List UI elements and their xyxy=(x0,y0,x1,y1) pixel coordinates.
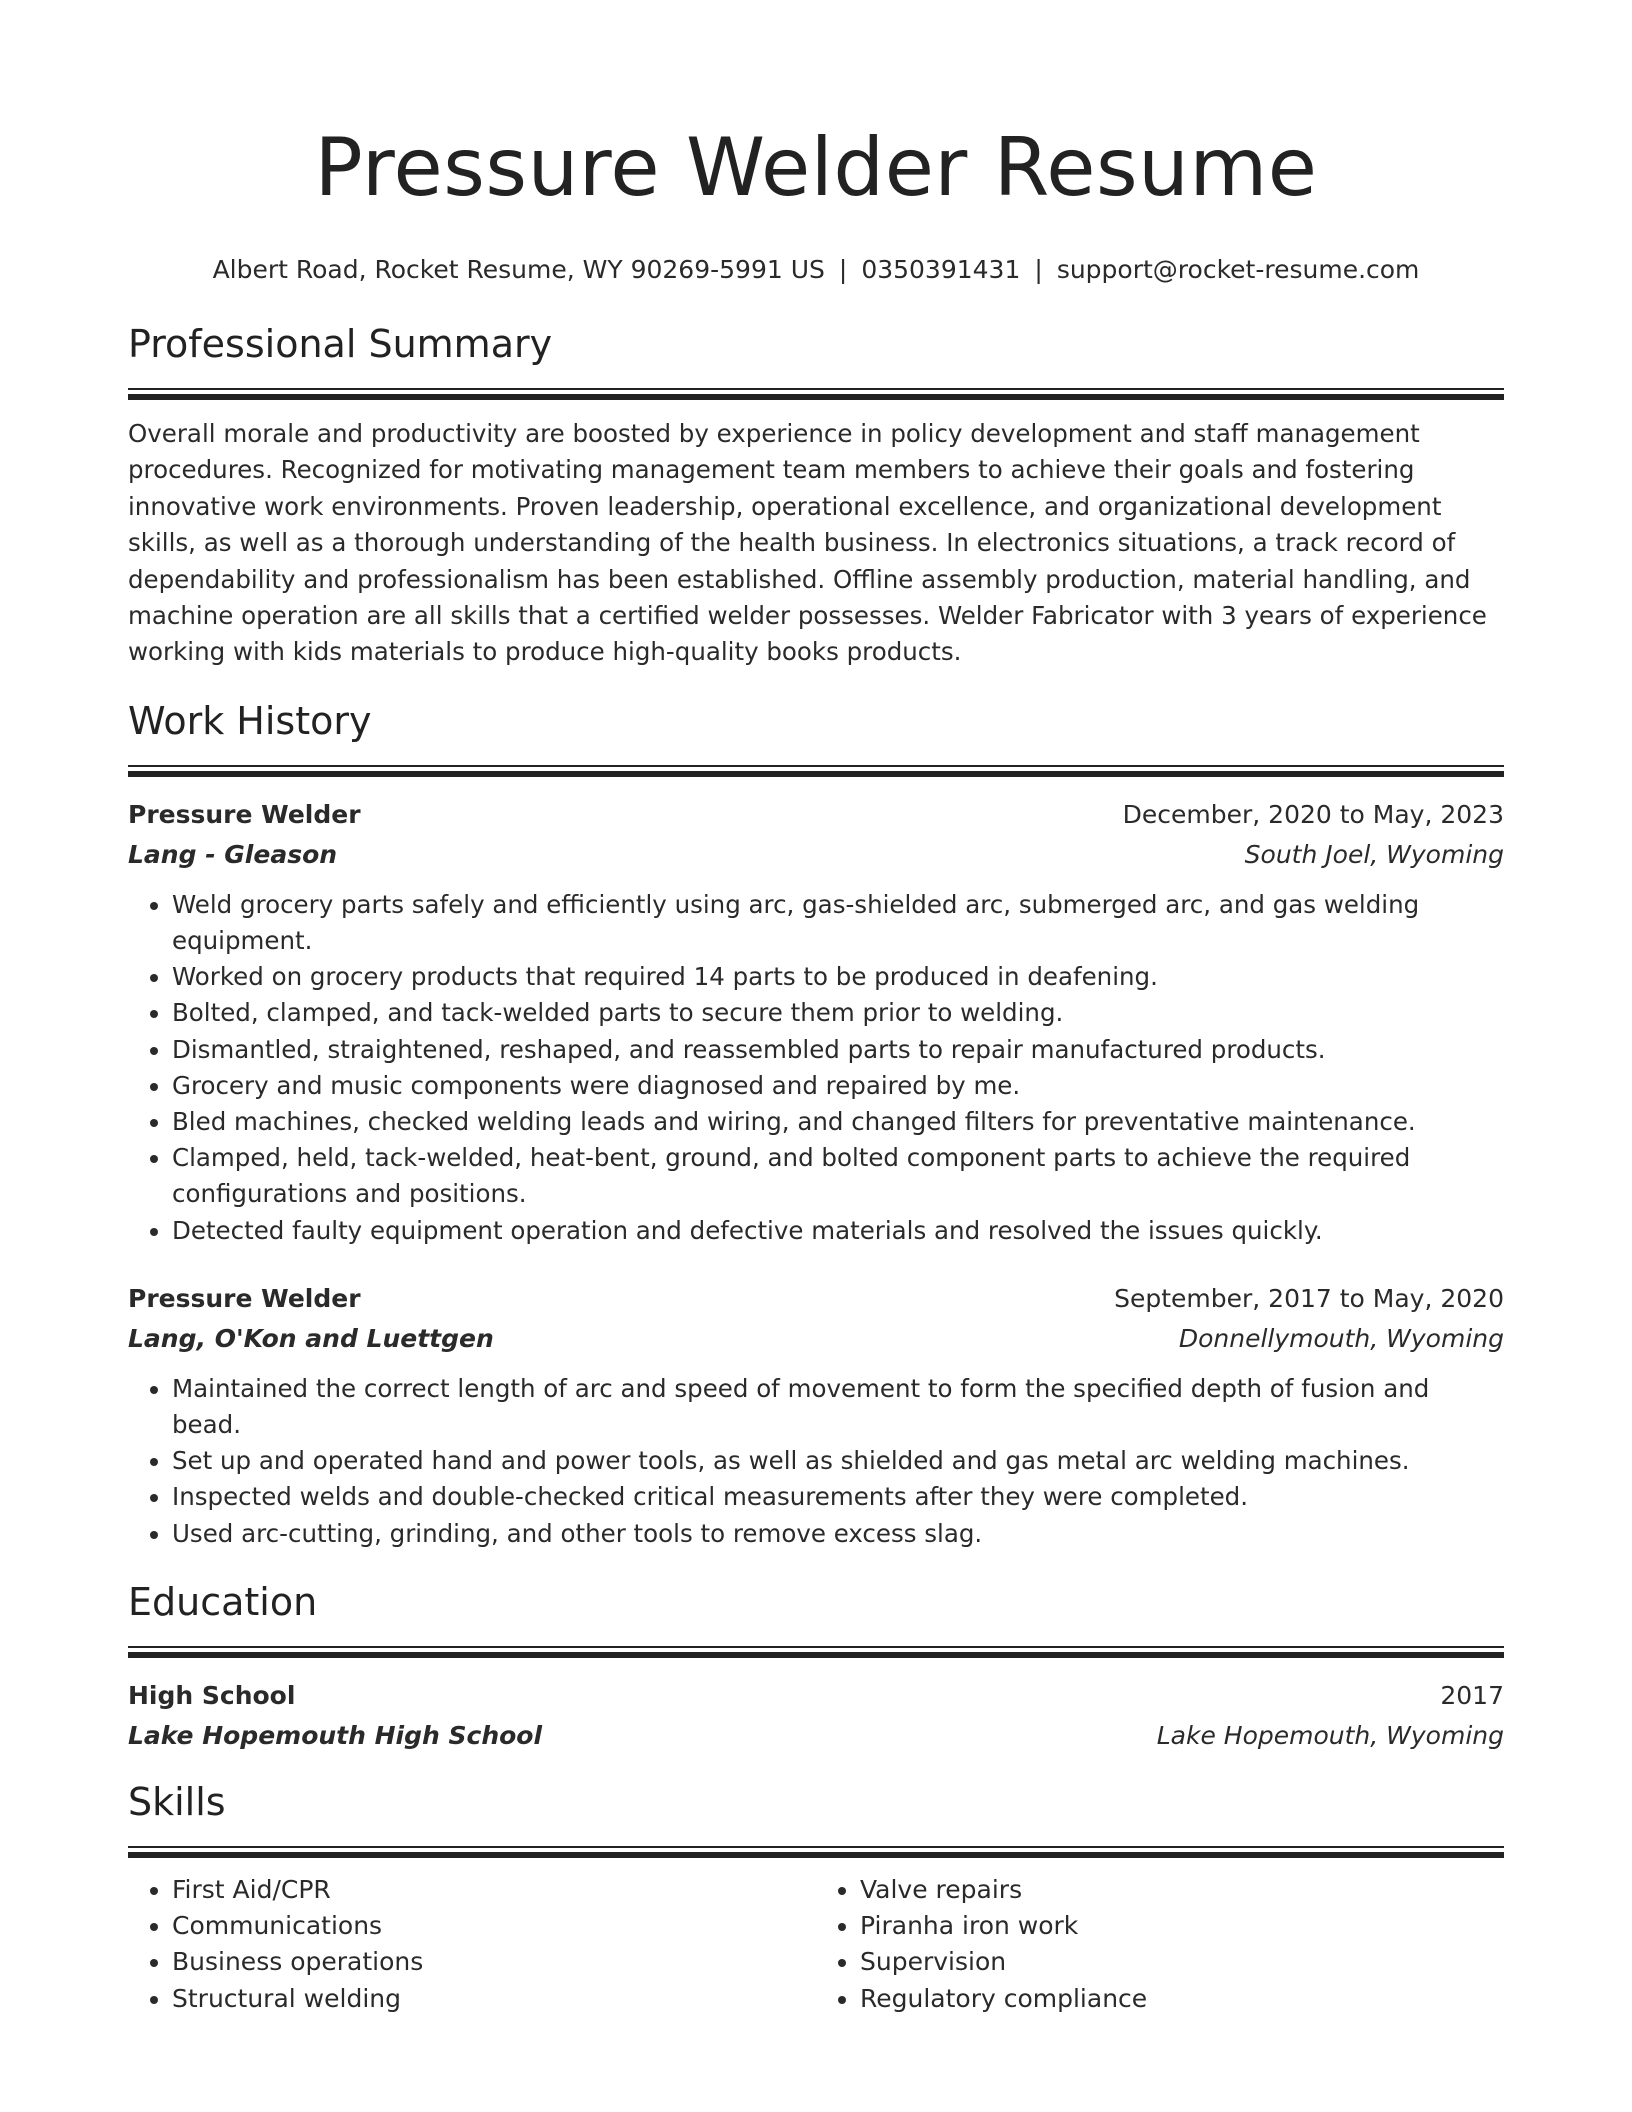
education-degree: High School xyxy=(128,1680,296,1710)
section-divider xyxy=(128,388,1504,400)
contact-address: Albert Road, Rocket Resume, WY 90269-5991 US xyxy=(212,255,825,284)
job-company: Lang - Gleason xyxy=(128,839,338,869)
job-duty: • Weld grocery parts safely and efficiently using arc, gas-shielded arc, submerged arc, and gas welding equipment. xyxy=(172,887,1504,959)
job-duty: • Used arc-cutting, grinding, and other tools to remove excess slag. xyxy=(172,1516,1504,1552)
job-title: Pressure Welder xyxy=(128,1283,361,1313)
skill-item: • Communications xyxy=(172,1908,816,1944)
skill-item: • Supervision xyxy=(860,1944,1504,1980)
skills-section xyxy=(128,1778,1504,2017)
section-heading-summary: Professional Summary xyxy=(128,322,553,366)
education-location: Lake Hopemouth, Wyoming xyxy=(1156,1720,1504,1750)
skill-item: • Regulatory compliance xyxy=(860,1981,1504,2017)
job-entry xyxy=(128,1279,1504,1552)
section-heading-skills: Skills xyxy=(128,1779,226,1824)
job-duty: • Detected faulty equipment operation and defective materials and resolved the issues quickly. xyxy=(172,1213,1504,1249)
page-title: Pressure Welder Resume xyxy=(314,121,1318,214)
job-duties-list xyxy=(128,1371,1504,1552)
education-entry xyxy=(128,1676,1504,1756)
job-duty: • Bled machines, checked welding leads and wiring, and changed filters for preventative maintenance. xyxy=(172,1104,1504,1140)
contact-phone: 0350391431 xyxy=(861,255,1021,284)
skills-list-left xyxy=(128,1872,816,2017)
job-company: Lang, O'Kon and Luettgen xyxy=(128,1323,494,1353)
job-duty: • Inspected welds and double-checked critical measurements after they were completed. xyxy=(172,1479,1504,1515)
job-entry xyxy=(128,795,1504,1249)
job-duty: • Clamped, held, tack-welded, heat-bent, ground, and bolted component parts to achieve the required configurations and positions. xyxy=(172,1140,1504,1212)
skill-item: • Structural welding xyxy=(172,1981,816,2017)
section-heading-work-history: Work History xyxy=(128,698,372,743)
summary-text: Overall morale and productivity are boosted by experience in policy development and staff management procedures. Recognized for motivating management team members to achieve their goals and fostering innovative work environments. Proven leadership, operational excellence, and organizational development skills, as well as a thorough understanding of the health business. In electronics situations, a track record of dependability and professionalism has been established. Offline assembly production, material handling, and machine operation are all skills that a certified welder possesses. Welder Fabricator with 3 years of experience working with kids materials to produce high-quality books products. xyxy=(128,419,1487,667)
job-location: Donnellymouth, Wyoming xyxy=(1178,1323,1504,1353)
job-duty: • Grocery and music components were diagnosed and repaired by me. xyxy=(172,1068,1504,1104)
education-school: Lake Hopemouth High School xyxy=(128,1720,543,1750)
skill-item: • First Aid/CPR xyxy=(172,1872,816,1908)
contact-separator: | xyxy=(838,255,848,284)
contact-line xyxy=(128,254,1504,286)
work-history-section xyxy=(128,697,1504,1552)
skill-item: • Valve repairs xyxy=(860,1872,1504,1908)
job-duty: • Set up and operated hand and power tools, as well as shielded and gas metal arc welding machines. xyxy=(172,1443,1504,1479)
job-duty: • Maintained the correct length of arc and speed of movement to form the specified depth of fusion and bead. xyxy=(172,1371,1504,1443)
education-year: 2017 xyxy=(1440,1680,1504,1710)
skill-item: • Business operations xyxy=(172,1944,816,1980)
contact-separator: | xyxy=(1034,255,1043,284)
summary-section xyxy=(128,320,1504,671)
skills-list-right xyxy=(816,1872,1504,2017)
job-location: South Joel, Wyoming xyxy=(1244,839,1504,869)
job-dates: September, 2017 to May, 2020 xyxy=(1114,1283,1504,1313)
section-divider xyxy=(128,1846,1504,1858)
skills-columns xyxy=(128,1872,1504,2017)
job-dates: December, 2020 to May, 2023 xyxy=(1122,799,1504,829)
section-heading-education: Education xyxy=(128,1579,318,1624)
education-section xyxy=(128,1578,1504,1756)
skill-item: • Piranha iron work xyxy=(860,1908,1504,1944)
job-duty: • Bolted, clamped, and tack-welded parts to secure them prior to welding. xyxy=(172,995,1504,1031)
job-duty: • Worked on grocery products that required 14 parts to be produced in deafening. xyxy=(172,959,1504,995)
contact-email: support@rocket-resume.com xyxy=(1056,255,1420,284)
job-duty: • Dismantled, straightened, reshaped, and reassembled parts to repair manufactured products. xyxy=(172,1032,1504,1068)
section-divider xyxy=(128,1646,1504,1658)
section-divider xyxy=(128,765,1504,777)
job-title: Pressure Welder xyxy=(128,799,361,829)
job-duties-list xyxy=(128,887,1504,1249)
